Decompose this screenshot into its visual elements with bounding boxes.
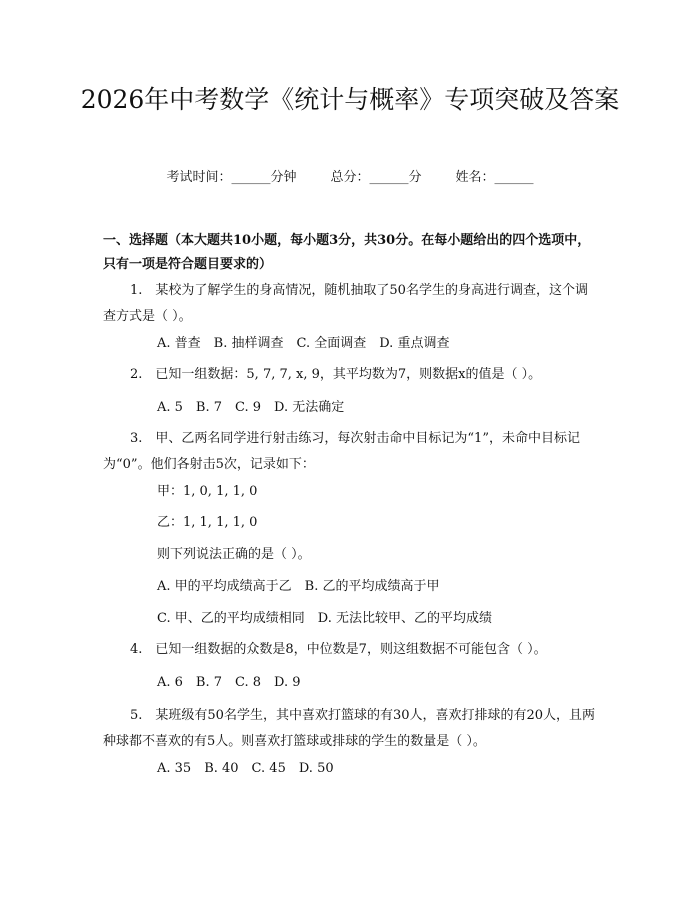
question-4-options: A. 6 B. 7 C. 8 D. 9 xyxy=(157,675,301,690)
question-3-stem: 3. 甲、乙两名同学进行射击练习，每次射击命中目标记为“1”，未命中目标记为“0”。他们各射击5次，记录如下： xyxy=(103,431,580,472)
question-5-options: A. 35 B. 40 C. 45 D. 50 xyxy=(157,761,334,776)
question-4-stem: 4. 已知一组数据的众数是8，中位数是7，则这组数据不可能包含（ ）。 xyxy=(130,642,547,657)
question-2-stem: 2. 已知一组数据：5, 7, 7, x, 9，其平均数为7，则数据x的值是（ ）。 xyxy=(130,367,542,382)
exam-time-field: 考试时间：______分钟 xyxy=(166,170,297,185)
question-1-options: A. 普查 B. 抽样调查 C. 全面调查 D. 重点调查 xyxy=(157,336,450,351)
question-3-prompt: 则下列说法正确的是（ ）。 xyxy=(157,547,311,562)
question-1-stem: 1. 某校为了解学生的身高情况，随机抽取了50名学生的身高进行调查，这个调查方式是（ ）。 xyxy=(103,283,588,324)
student-name-field: 姓名：______ xyxy=(455,170,534,185)
section-heading-multiple-choice: 一、选择题（本大题共10小题，每小题3分，共30分。在每小题给出的四个选项中，只有一项是符合题目要求的） xyxy=(103,233,591,272)
page-title: 2026年中考数学《统计与概率》专项突破及答案 xyxy=(80,85,620,114)
question-5-stem: 5. 某班级有50名学生，其中喜欢打篮球的有30人，喜欢打排球的有20人，且两种球都不喜欢的有5人。则喜欢打篮球或排球的学生的数量是（ ）。 xyxy=(103,708,596,749)
exam-info-line xyxy=(0,168,700,188)
question-3-record-jia: 甲：1, 0, 1, 1, 0 xyxy=(157,484,258,499)
question-2-options: A. 5 B. 7 C. 9 D. 无法确定 xyxy=(157,400,345,415)
question-3-options-row-1: A. 甲的平均成绩高于乙 B. 乙的平均成绩高于甲 xyxy=(157,579,440,594)
total-score-field: 总分：______分 xyxy=(330,170,422,185)
question-3-options-row-2: C. 甲、乙的平均成绩相同 D. 无法比较甲、乙的平均成绩 xyxy=(157,611,492,626)
question-3-record-yi: 乙：1, 1, 1, 1, 0 xyxy=(157,515,258,530)
